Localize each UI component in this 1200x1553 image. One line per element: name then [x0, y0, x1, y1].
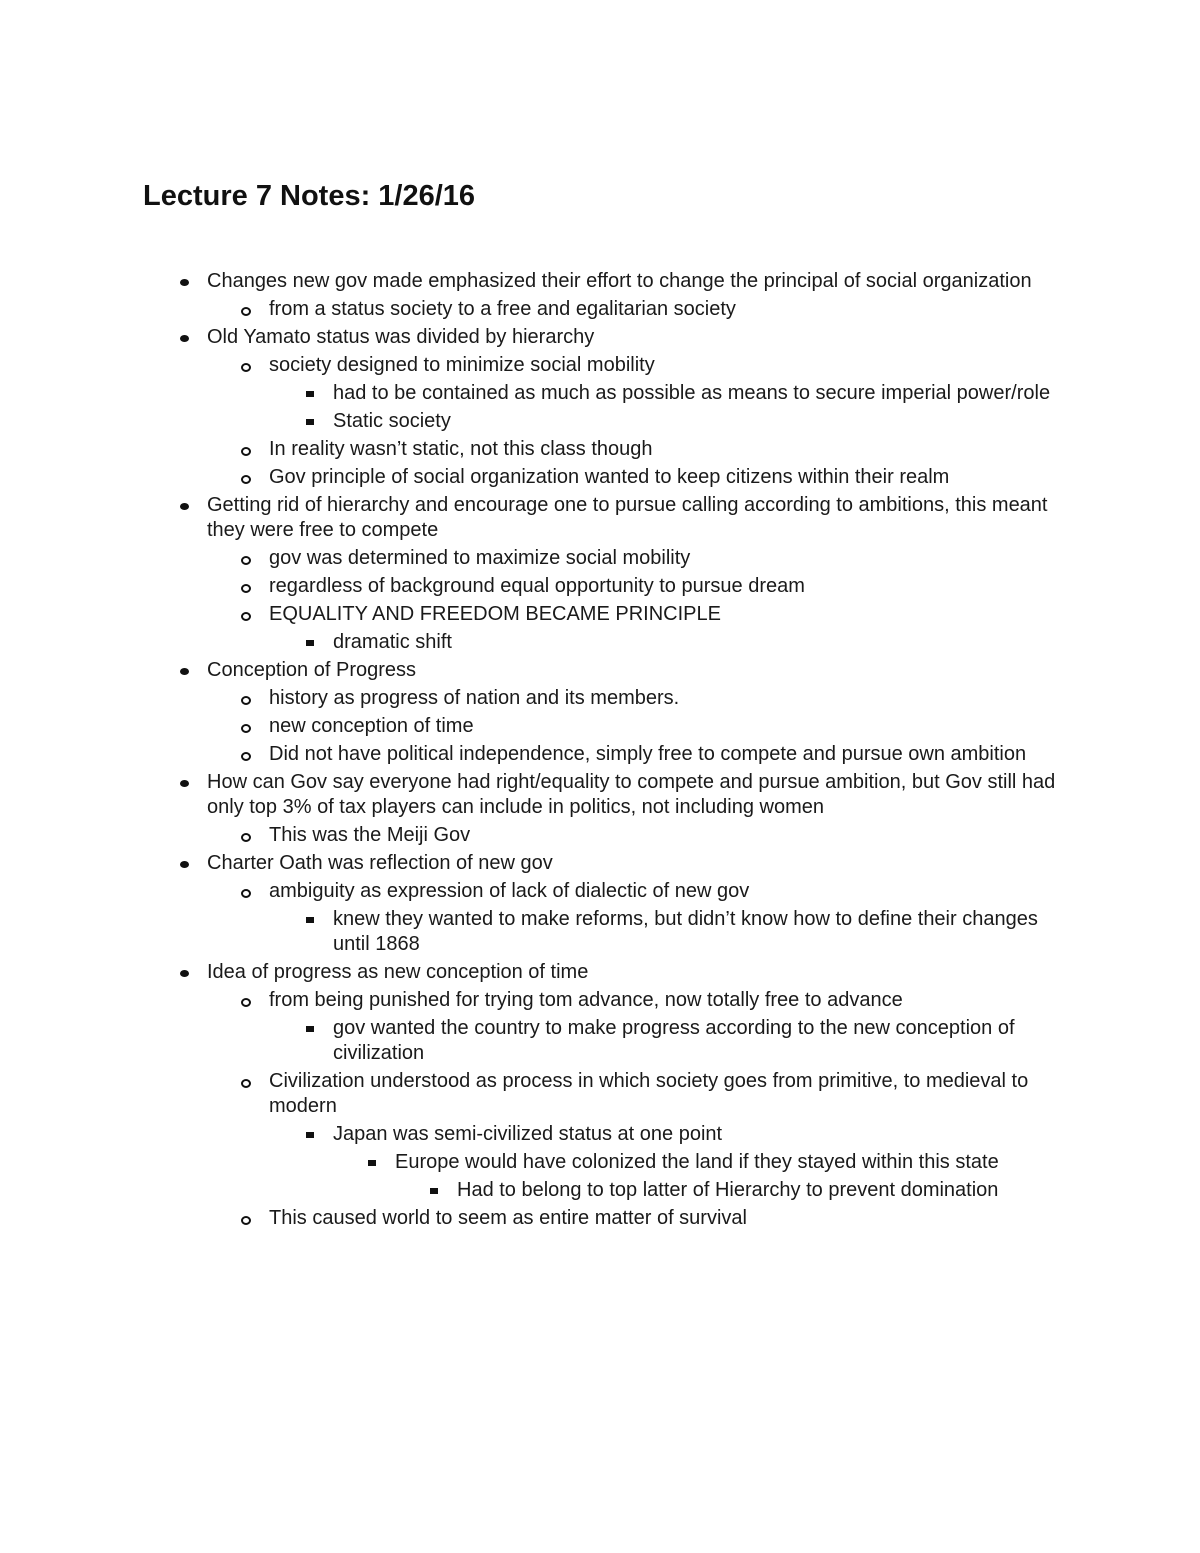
list-item-text: from a status society to a free and egalitarian society — [269, 298, 736, 320]
list-item-text: had to be contained as much as possible as means to secure imperial power/role — [333, 382, 1051, 404]
list-item-text: This was the Meiji Gov — [269, 824, 471, 846]
list-item — [269, 683, 1057, 711]
bullet-circle-icon — [241, 1079, 251, 1088]
bullet-circle-icon — [241, 612, 251, 621]
bullet-square-icon — [306, 419, 314, 425]
bullet-disc-icon — [180, 335, 189, 342]
bullet-square-icon — [430, 1188, 438, 1194]
list-item-text: This caused world to seem as entire matter of survival — [269, 1207, 747, 1229]
bullet-circle-icon — [241, 556, 251, 565]
list-item-text: Idea of progress as new conception of time — [207, 961, 589, 983]
bullet-disc-icon — [180, 780, 189, 787]
list-item-text: Conception of Progress — [207, 659, 417, 681]
list-item — [269, 739, 1057, 767]
list-item-text: Civilization understood as process in which society goes from primitive, to medieval to modern — [269, 1070, 1029, 1117]
bullet-circle-icon — [241, 889, 251, 898]
list-item — [207, 957, 1057, 985]
list-item-text: Gov principle of social organization wanted to keep citizens within their realm — [269, 466, 950, 488]
list-item — [269, 571, 1057, 599]
list-item — [269, 434, 1057, 462]
bullet-circle-icon — [241, 307, 251, 316]
list-item — [333, 378, 1057, 406]
list-item-text: knew they wanted to make reforms, but didn’t know how to define their changes until 1868 — [333, 908, 1038, 955]
list-item — [269, 294, 1057, 322]
list-item — [269, 876, 1057, 904]
bullet-circle-icon — [241, 1216, 251, 1225]
list-item-text: dramatic shift — [333, 631, 452, 653]
bullet-circle-icon — [241, 724, 251, 733]
bullet-square-icon — [306, 640, 314, 646]
list-item — [269, 599, 1057, 627]
list-item-text: from being punished for trying tom advance, now totally free to advance — [269, 989, 903, 1011]
bullet-disc-icon — [180, 970, 189, 977]
list-item-text: Had to belong to top latter of Hierarchy to prevent domination — [457, 1179, 999, 1201]
list-item — [395, 1147, 1057, 1175]
bullet-square-icon — [306, 917, 314, 923]
bullet-disc-icon — [180, 279, 189, 286]
list-item-text: gov was determined to maximize social mobility — [269, 547, 691, 569]
list-item-text: new conception of time — [269, 715, 474, 737]
list-item-text: Japan was semi-civilized status at one point — [333, 1123, 723, 1145]
list-item — [207, 655, 1057, 683]
list-item — [269, 462, 1057, 490]
list-item-text: ambiguity as expression of lack of dialectic of new gov — [269, 880, 750, 902]
list-item-text: EQUALITY AND FREEDOM BECAME PRINCIPLE — [269, 603, 721, 625]
list-item-text: history as progress of nation and its members. — [269, 687, 680, 709]
page-title: Lecture 7 Notes: 1/26/16 — [143, 180, 476, 212]
notes-list — [0, 266, 1200, 1231]
list-item-text: Static society — [333, 410, 451, 432]
bullet-square-icon — [368, 1160, 376, 1166]
bullet-disc-icon — [180, 503, 189, 510]
list-item — [269, 820, 1057, 848]
list-item — [333, 904, 1057, 957]
list-item — [269, 711, 1057, 739]
bullet-circle-icon — [241, 363, 251, 372]
bullet-square-icon — [306, 391, 314, 397]
list-item — [333, 1013, 1057, 1066]
list-item-text: Old Yamato status was divided by hierarchy — [207, 326, 595, 348]
list-item — [207, 266, 1057, 294]
bullet-circle-icon — [241, 475, 251, 484]
list-item — [207, 490, 1057, 543]
bullet-circle-icon — [241, 447, 251, 456]
list-item-text: Charter Oath was reflection of new gov — [207, 852, 553, 874]
bullet-square-icon — [306, 1026, 314, 1032]
list-item — [333, 1119, 1057, 1147]
list-item — [269, 350, 1057, 378]
list-item — [269, 1066, 1057, 1119]
bullet-circle-icon — [241, 998, 251, 1007]
list-item — [457, 1175, 1057, 1203]
bullet-circle-icon — [241, 584, 251, 593]
list-item-text: gov wanted the country to make progress according to the new conception of civilization — [333, 1017, 1015, 1064]
list-item-text: Did not have political independence, simply free to compete and pursue own ambition — [269, 743, 1027, 765]
bullet-circle-icon — [241, 696, 251, 705]
list-item-text: Getting rid of hierarchy and encourage one to pursue calling according to ambitions, this meant they were free to compete — [207, 494, 1048, 541]
bullet-square-icon — [306, 1132, 314, 1138]
list-item-text: In reality wasn’t static, not this class though — [269, 438, 653, 460]
list-item-text: regardless of background equal opportunity to pursue dream — [269, 575, 805, 597]
list-item — [207, 848, 1057, 876]
bullet-disc-icon — [180, 668, 189, 675]
list-item — [269, 985, 1057, 1013]
list-item — [207, 767, 1057, 820]
list-item-text: society designed to minimize social mobility — [269, 354, 655, 376]
bullet-disc-icon — [180, 861, 189, 868]
bullet-circle-icon — [241, 752, 251, 761]
list-item-text: Europe would have colonized the land if they stayed within this state — [395, 1151, 999, 1173]
list-item-text: How can Gov say everyone had right/equality to compete and pursue ambition, but Gov still had only top 3% of tax players can include in politics, not including women — [207, 771, 1056, 818]
list-item — [269, 1203, 1057, 1231]
list-item-text: Changes new gov made emphasized their effort to change the principal of social organization — [207, 270, 1032, 292]
list-item — [333, 406, 1057, 434]
list-item — [333, 627, 1057, 655]
list-item — [269, 543, 1057, 571]
list-item — [207, 322, 1057, 350]
bullet-circle-icon — [241, 833, 251, 842]
